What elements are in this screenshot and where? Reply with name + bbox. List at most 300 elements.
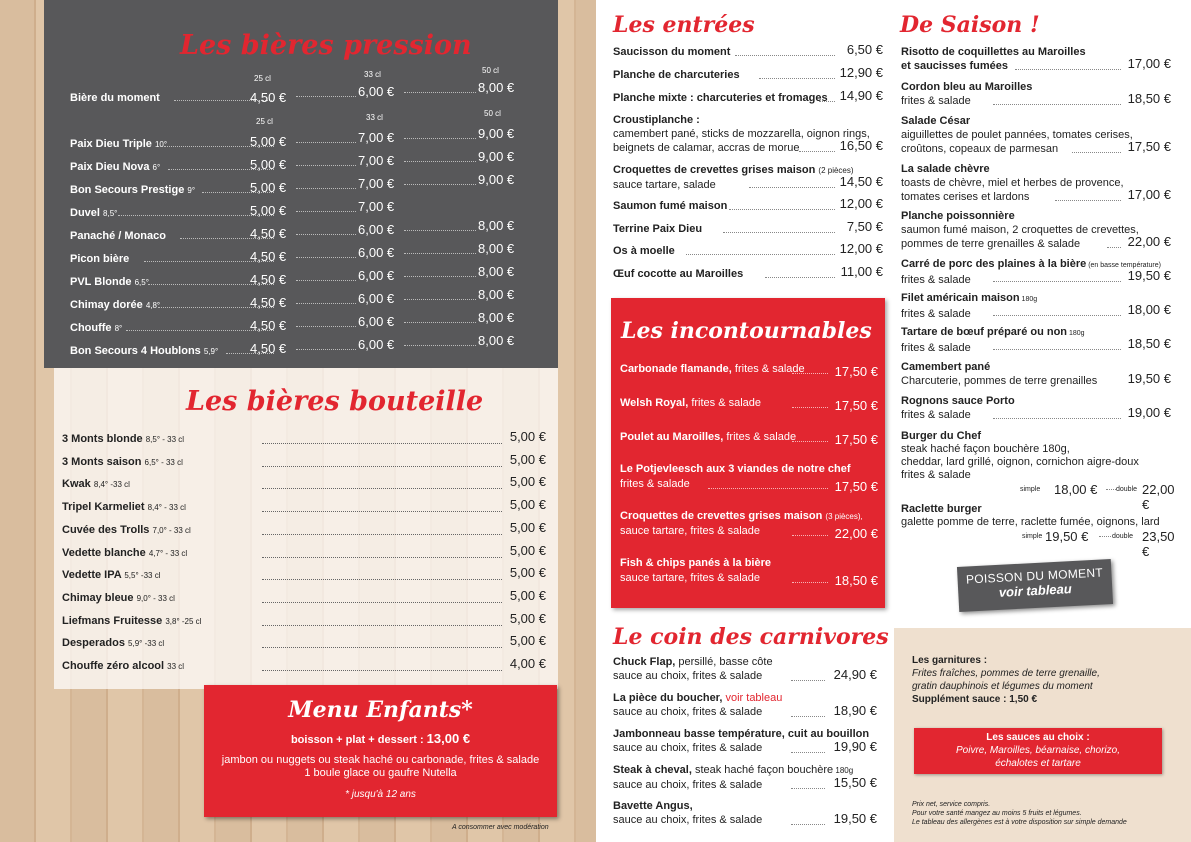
- dot-leader: [792, 373, 828, 374]
- footer-note: Le tableau des allergènes est à votre disposition sur simple demande: [912, 819, 1127, 826]
- dot-leader: [404, 322, 476, 323]
- menu-item-meat: [613, 763, 877, 792]
- bottle-beer-row: [62, 543, 546, 565]
- dot-leader: [791, 824, 825, 825]
- sides-list: gratin dauphinois et légumes du moment: [912, 681, 1093, 692]
- sauces-list: échalotes et tartare: [995, 758, 1081, 769]
- item-name: Croustiplanche :: [613, 114, 700, 126]
- dot-leader: [819, 101, 835, 102]
- beer-degree: 8,5°: [103, 209, 118, 218]
- menu-item-seasonal: [901, 114, 1171, 156]
- item-price: 22,00 €: [834, 526, 878, 541]
- dot-leader: [1106, 489, 1116, 490]
- dot-leader: [723, 232, 835, 233]
- double-price: 23,50 €: [1142, 529, 1175, 559]
- price-33cl: 6,00 €: [358, 84, 395, 99]
- item-desc: sauce au choix, frites & salade: [613, 742, 763, 754]
- item-price: 17,00 €: [1127, 187, 1171, 202]
- dot-leader: [262, 625, 502, 626]
- price-50cl: 8,00 €: [478, 241, 515, 256]
- item-desc: croûtons, copeaux de parmesan: [901, 143, 1059, 155]
- menu-item-signature: [620, 556, 878, 586]
- dot-leader: [262, 647, 502, 648]
- dot-leader: [262, 670, 502, 671]
- beer-info: 8,5° - 33 cl: [145, 435, 185, 444]
- item-price: 17,50 €: [834, 432, 878, 447]
- price-25cl: 5,00 €: [250, 134, 287, 149]
- fish-tag-link: voir tableau: [998, 581, 1073, 600]
- item-price: 12,00 €: [839, 196, 883, 211]
- item-name: Salade César: [901, 115, 971, 127]
- item-desc: toasts de chèvre, miel et herbes de provence,: [901, 177, 1124, 189]
- fish-of-the-day-tag: [957, 559, 1113, 612]
- beer-info: 6,5° - 33 cl: [144, 457, 183, 467]
- menu-item-signature: [620, 362, 878, 377]
- price-25cl: 5,00 €: [250, 157, 287, 172]
- dot-leader: [296, 234, 356, 235]
- dot-leader: [262, 511, 502, 512]
- item-price: 17,50 €: [1127, 139, 1171, 154]
- beer-price: 5,00 €: [509, 542, 546, 558]
- item-price: 19,90 €: [833, 739, 877, 754]
- item-name: Planche poissonnière: [901, 210, 1015, 222]
- menu-item-seasonal: [901, 257, 1171, 287]
- sauces-list: Poivre, Maroilles, béarnaise, chorizo,: [956, 745, 1120, 756]
- item-desc: sauce tartare, frites & salade: [620, 525, 761, 537]
- menu-item-seasonal: [901, 360, 1171, 388]
- dot-leader: [792, 407, 828, 408]
- size-label: 33 cl: [366, 113, 383, 122]
- menu-item-meat: [613, 727, 877, 755]
- item-name: Os à moelle: [613, 245, 675, 257]
- dot-leader: [296, 142, 356, 143]
- item-price: 22,00 €: [1127, 234, 1171, 249]
- item-price: 17,00 €: [1127, 56, 1171, 71]
- dot-leader: [1055, 200, 1121, 201]
- sauces-box: [914, 728, 1162, 774]
- beer-price: 4,00 €: [509, 656, 546, 671]
- menu-item-starter: [613, 196, 883, 213]
- footer-note: Prix net, service compris.: [912, 801, 991, 808]
- item-price: 14,90 €: [839, 88, 883, 103]
- price-33cl: 6,00 €: [358, 222, 395, 237]
- beer-name: Cuvée des Trolls 7,0° - 33 cl: [62, 523, 191, 536]
- item-name: Saucisson du moment: [613, 46, 731, 58]
- kids-menu-formula: boisson + plat + dessert : 13,00 €: [290, 731, 471, 746]
- item-name: Chuck Flap, persillé, basse côte: [613, 656, 773, 668]
- item-desc: sauce au choix, frites & salade: [613, 706, 763, 718]
- bottle-beer-row: [62, 497, 546, 519]
- menu-item-signature: [620, 462, 878, 492]
- item-desc: sauce tartare, salade: [613, 179, 716, 191]
- item-desc: tomates cerises et lardons: [901, 191, 1030, 203]
- beer-info: 3,8° -25 cl: [165, 616, 202, 626]
- price-33cl: 7,00 €: [358, 130, 395, 145]
- dot-leader: [791, 752, 825, 753]
- dot-leader: [296, 280, 356, 281]
- beer-info: 9,0° - 33 cl: [136, 593, 175, 603]
- menu-item-signature: [620, 509, 878, 539]
- dot-leader: [296, 211, 356, 212]
- beer-info: 5,9° -33 cl: [128, 639, 165, 649]
- dot-leader: [729, 209, 835, 210]
- item-name: Camembert pané: [901, 361, 991, 373]
- beer-info: 8,4° -33 cl: [93, 480, 130, 490]
- item-price: 7,50 €: [846, 219, 883, 234]
- price-50cl: 8,00 €: [478, 287, 515, 302]
- item-price: 16,50 €: [839, 138, 883, 153]
- dot-leader: [791, 716, 825, 717]
- beer-degree: 4,8°: [145, 301, 161, 310]
- item-desc: galette pomme de terre, raclette fumée, oignons, lard: [901, 516, 1160, 528]
- bottle-beer-row: [62, 452, 546, 474]
- beer-info: 33 cl: [167, 662, 185, 671]
- menu-item-starter: [613, 42, 883, 59]
- menu-item-starter: [613, 241, 883, 258]
- dot-leader: [1015, 69, 1121, 70]
- dot-leader: [765, 277, 835, 278]
- dot-leader: [296, 303, 356, 304]
- item-price: 18,90 €: [833, 703, 877, 718]
- beer-info: 7,0° - 33 cl: [152, 525, 191, 535]
- menu-item-starter: [613, 113, 883, 155]
- menu-item-starter: [613, 163, 883, 192]
- see-board-link: voir tableau: [722, 692, 783, 704]
- price-50cl: 8,00 €: [478, 264, 515, 279]
- menu-item-seasonal: [901, 209, 1171, 251]
- sides-title: Les garnitures :: [912, 655, 988, 666]
- dot-leader: [262, 579, 502, 580]
- bottle-beer-panel: [54, 368, 558, 689]
- menu-item-seasonal: [901, 394, 1171, 422]
- menu-item-starter: [613, 264, 883, 281]
- item-price: 18,00 €: [1127, 302, 1171, 317]
- item-name: Croquettes de crevettes grises maison (3 pièces),: [620, 510, 863, 522]
- dot-leader: [708, 488, 828, 489]
- item-desc: frites & salade: [901, 409, 971, 421]
- draft-beer-title: Les bières pression: [180, 30, 472, 61]
- kids-menu-options: [204, 754, 557, 780]
- price-50cl: 8,00 €: [478, 80, 515, 95]
- dot-leader: [296, 326, 356, 327]
- menu-item-seasonal: [901, 291, 1171, 321]
- moderation-notice: A consommer avec modération: [452, 824, 549, 831]
- beer-price: 5,00 €: [509, 497, 546, 513]
- sauce-supplement: Supplément sauce : 1,50 €: [912, 694, 1038, 705]
- beer-price: 5,00 €: [509, 633, 546, 649]
- kids-menu-age: * jusqu'à 12 ans: [345, 789, 416, 800]
- item-desc: beignets de calamar, accras de morue: [613, 142, 800, 154]
- beer-price: 5,00 €: [509, 451, 546, 467]
- price-25cl: 4,50 €: [250, 226, 287, 241]
- draft-beer-row: [44, 80, 558, 108]
- price-33cl: 6,00 €: [358, 291, 395, 306]
- item-name: Planche de charcuteries: [613, 69, 740, 81]
- item-desc: pommes de terre grenailles & salade: [901, 238, 1081, 250]
- item-price: 14,50 €: [839, 174, 883, 189]
- dot-leader: [296, 257, 356, 258]
- beer-name: PVL Blonde 6,5°: [70, 276, 149, 288]
- beer-degree: 10°: [154, 140, 168, 149]
- item-name: Risotto de coquillettes au Maroilles: [901, 46, 1086, 58]
- dot-leader: [296, 349, 356, 350]
- bottle-beer-row: [62, 429, 546, 451]
- dot-leader: [404, 230, 476, 231]
- item-price: 12,90 €: [839, 65, 883, 80]
- simple-price: 18,00 €: [1054, 482, 1098, 497]
- item-desc: sauce au choix, frites & salade: [613, 670, 763, 682]
- price-25cl: 5,00 €: [250, 180, 287, 195]
- footer-notes: [912, 800, 1127, 827]
- dot-leader: [296, 188, 356, 189]
- menu-item-burger-chef: [901, 430, 1171, 482]
- price-50cl: 8,00 €: [478, 310, 515, 325]
- draft-beer-row: [44, 333, 558, 361]
- dot-leader: [792, 582, 828, 583]
- item-price: 12,00 €: [839, 241, 883, 256]
- menu-item-seasonal: [901, 80, 1171, 108]
- beer-degree: 5,9°: [203, 347, 219, 356]
- dot-leader: [404, 138, 476, 139]
- item-name: Croquettes de crevettes grises maison (2 pièces): [613, 164, 854, 176]
- item-desc: frites & salade: [901, 342, 971, 354]
- price-25cl: 4,50 €: [250, 295, 287, 310]
- kids-menu-dishes: jambon ou nuggets ou steak haché ou carbonade, frites & salade: [221, 754, 540, 766]
- menu-item-signature: [620, 430, 878, 445]
- beer-price: 5,00 €: [509, 587, 546, 603]
- bottle-beer-row: [62, 474, 546, 496]
- starters-title: Les entrées: [613, 12, 755, 38]
- item-desc: sauce tartare, frites & salade: [620, 572, 761, 584]
- beer-price: 5,00 €: [509, 610, 546, 626]
- item-name: Poulet au Maroilles, frites & salade: [620, 431, 797, 443]
- size-label: 25 cl: [254, 74, 271, 83]
- double-label: double: [1116, 486, 1138, 493]
- beer-degree: 6°: [152, 163, 161, 172]
- price-25cl: 4,50 €: [250, 341, 287, 356]
- item-detail: persillé, basse côte: [675, 656, 773, 668]
- dot-leader: [262, 466, 502, 467]
- size-label: 50 cl: [484, 109, 501, 118]
- dot-leader: [262, 557, 502, 558]
- dot-leader: [404, 92, 476, 93]
- item-name: Bavette Angus,: [613, 800, 693, 812]
- item-price: 24,90 €: [833, 667, 877, 682]
- item-name: La pièce du boucher, voir tableau: [613, 692, 783, 704]
- item-name: Raclette burger: [901, 503, 982, 515]
- signature-dishes-title: Les incontournables: [621, 318, 872, 344]
- item-weight: 180g: [833, 766, 854, 775]
- item-desc: frites & salade: [723, 431, 797, 443]
- dot-leader: [686, 254, 835, 255]
- beer-name: 3 Monts saison 6,5° - 33 cl: [62, 455, 183, 468]
- item-name: Burger du Chef: [901, 430, 982, 442]
- item-desc: frites & salade: [901, 95, 971, 107]
- price-25cl: 4,50 €: [250, 90, 287, 105]
- item-desc: Charcuterie, pommes de terre grenailles: [901, 375, 1098, 387]
- item-price: 17,50 €: [834, 364, 878, 379]
- beer-name: Picon bière: [70, 253, 130, 265]
- fish-tag-title: POISSON DU MOMENT: [965, 565, 1104, 587]
- dot-leader: [404, 299, 476, 300]
- beer-name: Bière du moment: [70, 92, 160, 104]
- price-33cl: 7,00 €: [358, 176, 395, 191]
- beer-degree: 8°: [114, 324, 123, 333]
- price-25cl: 5,00 €: [250, 203, 287, 218]
- item-name: Jambonneau basse température, cuit au bouillon: [613, 728, 870, 740]
- beer-name: Liefmans Fruitesse 3,8° -25 cl: [62, 614, 202, 627]
- beer-name: Vedette IPA 5,5° -33 cl: [62, 569, 161, 582]
- beer-name: Chimay dorée 4,8°: [70, 299, 161, 311]
- dot-leader: [993, 418, 1122, 419]
- item-detail: steak haché façon bouchère: [691, 764, 834, 776]
- signature-dishes-panel: [611, 298, 885, 608]
- bottle-beer-row: [62, 611, 546, 633]
- draft-beer-row: [44, 172, 558, 200]
- beer-name: Paix Dieu Nova 6°: [70, 161, 161, 173]
- item-note: 180g: [1019, 296, 1038, 303]
- item-name: Saumon fumé maison: [613, 200, 728, 212]
- item-name: Œuf cocotte au Maroilles: [613, 268, 744, 280]
- dot-leader: [993, 315, 1122, 316]
- beer-info: 8,4° - 33 cl: [147, 503, 186, 513]
- dot-leader: [1099, 536, 1111, 537]
- menu-item-seasonal: [901, 45, 1171, 73]
- item-price: 19,50 €: [833, 811, 877, 826]
- price-25cl: 4,50 €: [250, 318, 287, 333]
- size-label: 25 cl: [256, 117, 273, 126]
- dot-leader: [993, 281, 1122, 282]
- dot-leader: [759, 78, 835, 79]
- price-25cl: 4,50 €: [250, 249, 287, 264]
- size-label: 33 cl: [364, 70, 381, 79]
- beer-name: Duvel 8,5°: [70, 207, 118, 219]
- menu-item-raclette-burger: [901, 503, 1171, 529]
- item-desc: cheddar, lard grillé, oignon, cornichon aigre-doux: [901, 456, 1139, 468]
- price-25cl: 4,50 €: [250, 272, 287, 287]
- item-desc: frites & salade: [901, 308, 971, 320]
- item-price: 18,50 €: [1127, 336, 1171, 351]
- sides-text: [912, 654, 1100, 706]
- price-33cl: 6,00 €: [358, 245, 395, 260]
- beer-name: Bon Secours 4 Houblons 5,9°: [70, 345, 219, 357]
- menu-item-starter: [613, 88, 883, 105]
- item-desc: sauce au choix, frites & salade: [613, 779, 763, 791]
- item-name: Cordon bleu au Maroilles: [901, 81, 1033, 93]
- item-name: Le Potjevleesch aux 3 viandes de notre chef: [620, 463, 851, 475]
- beer-price: 5,00 €: [509, 519, 546, 535]
- bottle-beer-row: [62, 520, 546, 542]
- price-50cl: 9,00 €: [478, 126, 515, 141]
- dot-leader: [262, 443, 502, 444]
- item-note: 180g: [1067, 330, 1085, 337]
- item-desc: frites & salade: [901, 469, 971, 481]
- burger-chef-prices: [1016, 482, 1176, 512]
- seasonal-title: De Saison !: [900, 12, 1040, 38]
- item-name: Filet américain maison 180g: [901, 292, 1038, 304]
- price-50cl: 9,00 €: [478, 172, 515, 187]
- bottle-beer-row: [62, 633, 546, 655]
- beer-price: 5,00 €: [509, 474, 546, 490]
- dot-leader: [993, 349, 1122, 350]
- bottle-beer-row: [62, 565, 546, 587]
- dot-leader: [791, 788, 825, 789]
- beer-name: Desperados 5,9° -33 cl: [62, 637, 165, 650]
- item-desc: frites & salade: [901, 274, 971, 286]
- menu-item-starter: [613, 65, 883, 82]
- item-price: 15,50 €: [833, 775, 877, 790]
- sides-panel: [894, 628, 1191, 842]
- item-price: 19,50 €: [1127, 371, 1171, 386]
- dot-leader: [799, 151, 835, 152]
- dot-leader: [404, 276, 476, 277]
- draft-beer-panel: [44, 0, 558, 368]
- double-price: 22,00 €: [1142, 482, 1175, 512]
- menu-item-seasonal: [901, 325, 1171, 355]
- beer-name: Bon Secours Prestige 9°: [70, 184, 196, 196]
- beer-name: Tripel Karmeliet 8,4° - 33 cl: [62, 501, 186, 514]
- simple-label: simple: [1020, 486, 1041, 493]
- item-desc: steak haché façon bouchère 180g,: [901, 443, 1070, 455]
- dot-leader: [735, 55, 835, 56]
- item-desc: aiguillettes de poulet pannées, tomates cerises,: [901, 129, 1133, 141]
- item-price: 18,50 €: [1127, 91, 1171, 106]
- sauces-title: Les sauces au choix :: [986, 732, 1090, 743]
- beer-degree: 6,5°: [134, 278, 149, 287]
- bottle-beer-row: [62, 588, 546, 610]
- beer-name: Paix Dieu Triple 10°: [70, 138, 168, 150]
- bottle-beer-row: [62, 656, 546, 678]
- beer-price: 5,00 €: [509, 565, 546, 581]
- beer-name: Kwak 8,4° -33 cl: [62, 478, 130, 491]
- dot-leader: [792, 441, 828, 442]
- dot-leader: [296, 96, 356, 97]
- price-50cl: 9,00 €: [478, 149, 515, 164]
- dot-leader: [749, 187, 835, 188]
- dot-leader: [404, 253, 476, 254]
- dot-leader: [1107, 247, 1122, 248]
- dot-leader: [404, 345, 476, 346]
- kids-menu-title: Menu Enfants*: [288, 697, 473, 723]
- dot-leader: [404, 161, 476, 162]
- price-33cl: 6,00 €: [358, 337, 395, 352]
- item-desc: et saucisses fumées: [901, 60, 1009, 72]
- beer-name: Chouffe 8°: [70, 322, 123, 334]
- dot-leader: [791, 680, 825, 681]
- item-price: 19,50 €: [1127, 268, 1171, 283]
- dot-leader: [1072, 152, 1121, 153]
- item-desc: camembert pané, sticks de mozzarella, oignon rings,: [613, 128, 870, 140]
- sides-list: Frites fraîches, pommes de terre grenaille,: [912, 668, 1100, 679]
- dot-leader: [993, 104, 1122, 105]
- meat-corner-title: Le coin des carnivores: [613, 624, 889, 650]
- item-price: 17,50 €: [834, 398, 878, 413]
- price-50cl: 8,00 €: [478, 333, 515, 348]
- menu-item-meat: [613, 655, 877, 683]
- item-name: Rognons sauce Porto: [901, 395, 1015, 407]
- kids-menu-panel: [204, 685, 557, 817]
- item-name: Tartare de bœuf préparé ou non 180g: [901, 326, 1085, 338]
- beer-name: Panaché / Monaco: [70, 230, 166, 242]
- dot-leader: [262, 534, 502, 535]
- footer-note: Pour votre santé mangez au moins 5 fruits et légumes.: [912, 810, 1082, 817]
- menu-item-signature: [620, 396, 878, 411]
- beer-name: 3 Monts blonde 8,5° - 33 cl: [62, 433, 185, 445]
- dot-leader: [262, 488, 502, 489]
- item-name: Welsh Royal, frites & salade: [620, 397, 762, 409]
- item-desc: sauce au choix, frites & salade: [613, 814, 763, 826]
- price-50cl: 8,00 €: [478, 218, 515, 233]
